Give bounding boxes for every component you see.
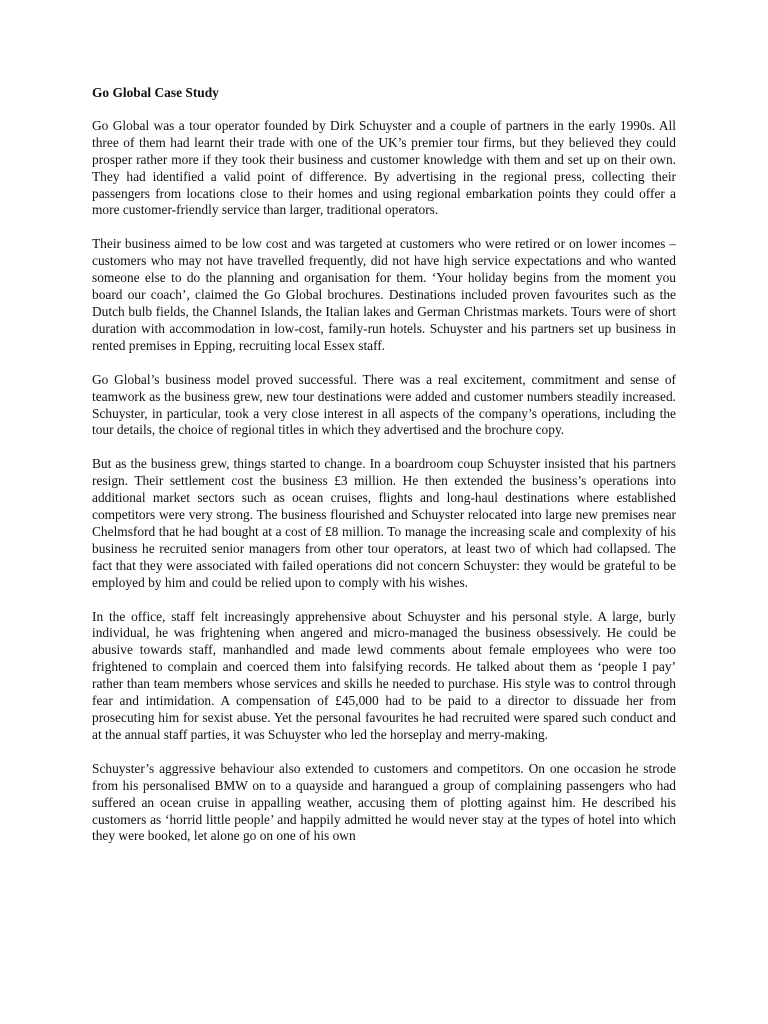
paragraph-founding: Go Global was a tour operator founded by Dirk Schuyster and a couple of partners in the early 1990s. All three of them had learnt their trade with one of the UK’s premier tour firms, but they believed they could prosper rather more if they took their business and customer knowledge with them and set up on their own. They had identified a valid point of difference. By advertising in the regional press, collecting their passengers from locations close to their homes and using regional embarkation points they could offer a more customer-friendly service than larger, traditional operators. — [92, 117, 676, 218]
paragraph-business-model: Go Global’s business model proved successful. There was a real excitement, commitment and sense of teamwork as the business grew, new tour destinations were added and customer numbers steadily increased. Schuyster, in particular, took a very close interest in all aspects of the company’s operations, including the tour details, the choice of regional titles in which they advertised and the brochure copy. — [92, 371, 676, 438]
paragraph-customer-behaviour: Schuyster’s aggressive behaviour also extended to customers and competitors. On one occasion he strode from his personalised BMW on to a quayside and harangued a group of complaining passengers who had suffered an ocean cruise in appalling weather, accusing them of plotting against him. He described his customers as ‘horrid little people’ and happily admitted he would never stay at the types of hotel into which they were booked, let alone go on one of his own — [92, 760, 676, 844]
paragraph-growth: But as the business grew, things started to change. In a boardroom coup Schuyster insisted that his partners resign. Their settlement cost the business £3 million. He then extended the business’s operations into additional market sectors such as ocean cruises, flights and long-haul destinations where established competitors were very strong. The business flourished and Schuyster relocated into large new premises near Chelmsford that he had bought at a cost of £8 million. To manage the increasing scale and complexity of his business he recruited senior managers from other tour operators, at least two of which had collapsed. The fact that they were associated with failed operations did not concern Schuyster: they would be grateful to be employed by him and could be relied upon to comply with his wishes. — [92, 456, 676, 590]
document-body — [92, 85, 676, 862]
paragraph-business-aims: Their business aimed to be low cost and was targeted at customers who were retired or on lower incomes – customers who may not have travelled frequently, did not have high service expectations and who wanted someone else to do the planning and organisation for them. ‘Your holiday begins from the moment you board our coach’, claimed the Go Global brochures. Destinations included proven favourites such as the Dutch bulb fields, the Channel Islands, the Italian lakes and German Christmas markets. Tours were of short duration with accommodation in low-cost, family-run hotels. Schuyster and his partners set up business in rented premises in Epping, recruiting local Essex staff. — [92, 236, 676, 353]
paragraph-office-style: In the office, staff felt increasingly apprehensive about Schuyster and his personal style. A large, burly individual, he was frightening when angered and micro-managed the business obsessively. He could be abusive towards staff, manhandled and made lewd comments about female employees who were too frightened to complain and coerced them into falsifying records. He talked about them as ‘people I pay’ rather than team members whose services and skills he needed to purchase. His style was to control through fear and intimidation. A compensation of £45,000 had to be paid to a director to dissuade her from prosecuting him for sexist abuse. Yet the personal favourites he had recruited were spared such conduct and at the annual staff parties, it was Schuyster who led the horseplay and merry-making. — [92, 608, 676, 742]
document-title: Go Global Case Study — [92, 85, 219, 100]
